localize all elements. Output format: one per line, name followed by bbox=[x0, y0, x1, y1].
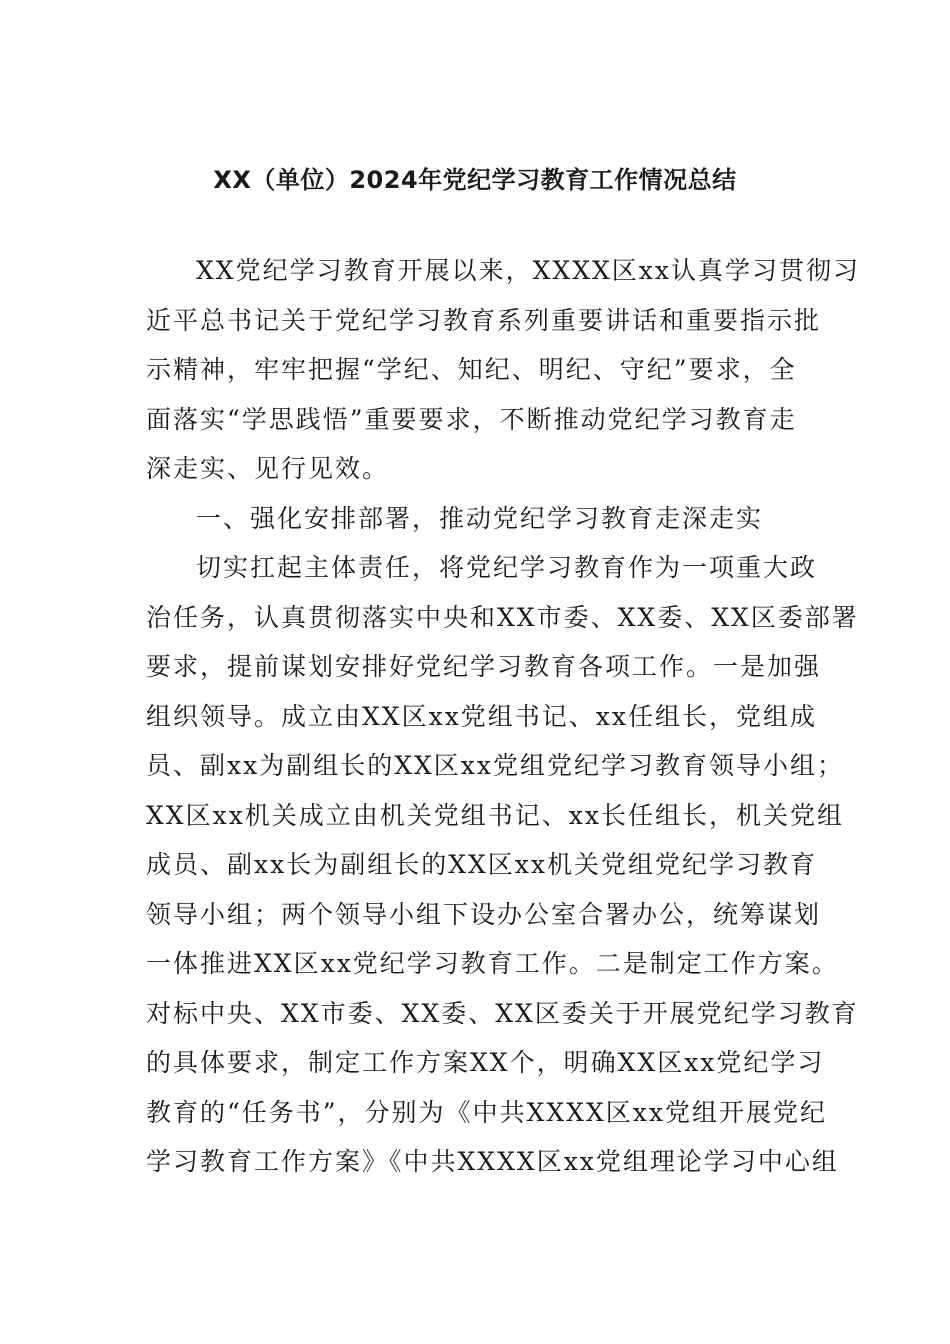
paragraph-line: 学习教育工作方案》《中共XXXX区xx党组理论学习中心组 bbox=[146, 1147, 839, 1176]
paragraph-line: 面落实“学思践悟”重要要求，不断推动党纪学习教育走 bbox=[146, 404, 797, 434]
paragraph-line: 教育的“任务书”，分别为《中共XXXX区xx党组开展党纪 bbox=[146, 1097, 827, 1127]
document-title: XX（单位）2024年党纪学习教育工作情况总结 bbox=[213, 166, 737, 194]
paragraph-line: 领导小组；两个领导小组下设办公室合署办公，统筹谋划 bbox=[146, 899, 822, 929]
paragraph-line: 近平总书记关于党纪学习教育系列重要讲话和重要指示批 bbox=[146, 305, 822, 335]
paragraph-line: 示精神，牢牢把握“学纪、知纪、明纪、守纪”要求，全 bbox=[146, 355, 797, 384]
paragraph-line: 对标中央、XX市委、XX委、XX区委关于开展党纪学习教育 bbox=[146, 998, 859, 1028]
paragraph-line: 的具体要求，制定工作方案XX个，明确XX区xx党纪学习 bbox=[146, 1048, 825, 1077]
paragraph-line: XX党纪学习教育开展以来，XXXX区xx认真学习贯彻习 bbox=[196, 256, 860, 285]
paragraph-line: 员、副xx为副组长的XX区xx党组党纪学习教育领导小组； bbox=[146, 751, 844, 780]
paragraph-line: 成员、副xx长为副组长的XX区xx机关党组党纪学习教育 bbox=[146, 850, 817, 879]
document-body bbox=[146, 246, 860, 1187]
paragraph-line: XX区xx机关成立由机关党组书记、xx长任组长，机关党组 bbox=[146, 800, 844, 830]
paragraph-line: 治任务，认真贯彻落实中央和XX市委、XX委、XX区委部署 bbox=[146, 602, 859, 632]
paragraph-line: 一体推进XX区xx党纪学习教育工作。二是制定工作方案。 bbox=[146, 949, 839, 978]
paragraph-line: 深走实、见行见效。 bbox=[146, 454, 390, 483]
paragraph-line: 要求，提前谋划安排好党纪学习教育各项工作。一是加强 bbox=[146, 652, 822, 681]
section-heading: 一、强化安排部署，推动党纪学习教育走深走实 bbox=[196, 503, 764, 533]
paragraph-line: 组织领导。成立由XX区xx党组书记、xx任组长，党组成 bbox=[146, 701, 817, 731]
paragraph-line: 切实扛起主体责任，将党纪学习教育作为一项重大政 bbox=[196, 553, 818, 582]
